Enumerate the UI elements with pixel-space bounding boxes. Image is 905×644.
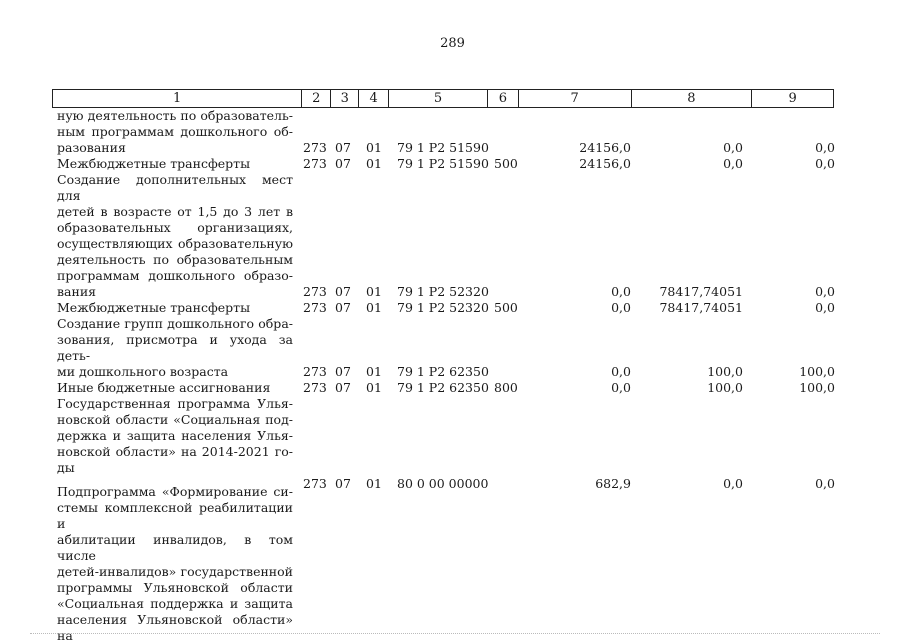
- description-line: Создание групп дошкольного обра-: [57, 316, 293, 331]
- description-line: Создание дополнительных мест для: [57, 172, 293, 203]
- cell-c8: 100,0: [707, 380, 743, 395]
- header-col-7: 7: [519, 90, 632, 107]
- description-line: новской области» на 2014-2021 го-: [57, 444, 293, 459]
- table-body: [0, 108, 905, 644]
- cell-c2: 273: [303, 140, 327, 155]
- cell-c7: 682,9: [595, 476, 631, 491]
- description-line: вания: [57, 284, 97, 299]
- cell-c9: 0,0: [815, 140, 835, 155]
- cell-c2: 273: [303, 364, 327, 379]
- cell-c9: 0,0: [815, 300, 835, 315]
- table-row: [0, 172, 905, 300]
- header-col-2: 2: [302, 90, 331, 107]
- cell-c6: 800: [494, 380, 518, 395]
- description-line: Государственная программа Улья-: [57, 396, 293, 411]
- cell-c8: 0,0: [723, 140, 743, 155]
- cell-c5: 80 0 00 00000: [397, 476, 489, 491]
- description-line: стемы комплексной реабилитации и: [57, 500, 293, 531]
- row-description: [57, 380, 293, 396]
- table-header: [52, 89, 834, 108]
- cell-c5: 79 1 P2 62350: [397, 380, 489, 395]
- cell-c8: 0,0: [723, 156, 743, 171]
- cell-c7: 0,0: [611, 364, 631, 379]
- description-line: зования, присмотра и ухода за деть-: [57, 332, 293, 363]
- cell-c3: 07: [335, 380, 351, 395]
- header-col-6: 6: [488, 90, 519, 107]
- cell-c3: 07: [335, 284, 351, 299]
- cell-c9: 0,0: [815, 284, 835, 299]
- header-col-1: 1: [53, 90, 302, 107]
- row-description: [57, 156, 293, 172]
- cell-c4: 01: [366, 476, 382, 491]
- cell-c5: 79 1 P2 51590: [397, 156, 489, 171]
- cell-c4: 01: [366, 284, 382, 299]
- description-line: ную деятельность по образователь-: [57, 108, 293, 123]
- row-description: [57, 316, 293, 380]
- description-line: «Социальная поддержка и защита: [57, 596, 293, 611]
- cell-c7: 0,0: [611, 284, 631, 299]
- cell-c2: 273: [303, 300, 327, 315]
- scan-dotted-line: [30, 632, 880, 634]
- cell-c2: 273: [303, 284, 327, 299]
- cell-c9: 100,0: [799, 380, 835, 395]
- cell-c2: 273: [303, 380, 327, 395]
- cell-c2: 273: [303, 156, 327, 171]
- cell-c8: 78417,74051: [659, 300, 743, 315]
- row-description: [57, 108, 293, 156]
- description-line: образовательных организациях,: [57, 220, 293, 235]
- row-description: [57, 300, 293, 316]
- description-line: детей в возрасте от 1,5 до 3 лет в: [57, 204, 293, 219]
- cell-c3: 07: [335, 476, 351, 491]
- table-row: [0, 380, 905, 396]
- description-line: разования: [57, 140, 126, 155]
- cell-c4: 01: [366, 140, 382, 155]
- description-line: детей-инвалидов» государственной: [57, 564, 293, 579]
- cell-c3: 07: [335, 300, 351, 315]
- table-row: [0, 396, 905, 491]
- description-line: программы Ульяновской области: [57, 580, 293, 595]
- description-line: Подпрограмма «Формирование си-: [57, 484, 293, 499]
- table-row: [0, 300, 905, 316]
- header-col-8: 8: [632, 90, 753, 107]
- cell-c3: 07: [335, 140, 351, 155]
- cell-c9: 0,0: [815, 156, 835, 171]
- row-description: [57, 172, 293, 300]
- table-row: [0, 316, 905, 380]
- header-col-3: 3: [331, 90, 359, 107]
- description-line: населения Ульяновской области» на: [57, 612, 293, 643]
- description-line: Межбюджетные трансферты: [57, 156, 251, 171]
- cell-c7: 0,0: [611, 300, 631, 315]
- cell-c6: 500: [494, 300, 518, 315]
- cell-c7: 0,0: [611, 380, 631, 395]
- cell-c7: 24156,0: [579, 140, 631, 155]
- cell-c4: 01: [366, 156, 382, 171]
- table-row: [0, 484, 905, 644]
- cell-c6: 500: [494, 156, 518, 171]
- cell-c3: 07: [335, 156, 351, 171]
- cell-c5: 79 1 P2 52320: [397, 284, 489, 299]
- page-number: 289: [440, 36, 465, 51]
- row-description: [57, 484, 293, 644]
- cell-c3: 07: [335, 364, 351, 379]
- description-line: Иные бюджетные ассигнования: [57, 380, 271, 395]
- description-line: Межбюджетные трансферты: [57, 300, 251, 315]
- cell-c5: 79 1 P2 52320: [397, 300, 489, 315]
- header-col-4: 4: [359, 90, 389, 107]
- cell-c8: 100,0: [707, 364, 743, 379]
- description-line: ми дошкольного возраста: [57, 364, 229, 379]
- cell-c8: 78417,74051: [659, 284, 743, 299]
- table-row: [0, 156, 905, 172]
- cell-c4: 01: [366, 300, 382, 315]
- header-col-5: 5: [389, 90, 488, 107]
- cell-c2: 273: [303, 476, 327, 491]
- description-line: абилитации инвалидов, в том числе: [57, 532, 293, 563]
- cell-c9: 100,0: [799, 364, 835, 379]
- description-line: программам дошкольного образо-: [57, 268, 293, 283]
- cell-c4: 01: [366, 380, 382, 395]
- description-line: ным программам дошкольного об-: [57, 124, 293, 139]
- description-line: ды: [57, 460, 75, 475]
- row-description: [57, 396, 293, 476]
- cell-c8: 0,0: [723, 476, 743, 491]
- table-row: [0, 108, 905, 156]
- cell-c5: 79 1 P2 62350: [397, 364, 489, 379]
- cell-c7: 24156,0: [579, 156, 631, 171]
- header-col-9: 9: [788, 91, 797, 106]
- description-line: деятельность по образовательным: [57, 252, 293, 267]
- cell-c4: 01: [366, 364, 382, 379]
- description-line: новской области «Социальная под-: [57, 412, 293, 427]
- cell-c5: 79 1 P2 51590: [397, 140, 489, 155]
- cell-c9: 0,0: [815, 476, 835, 491]
- description-line: держка и защита населения Улья-: [57, 428, 293, 443]
- description-line: осуществляющих образовательную: [57, 236, 293, 251]
